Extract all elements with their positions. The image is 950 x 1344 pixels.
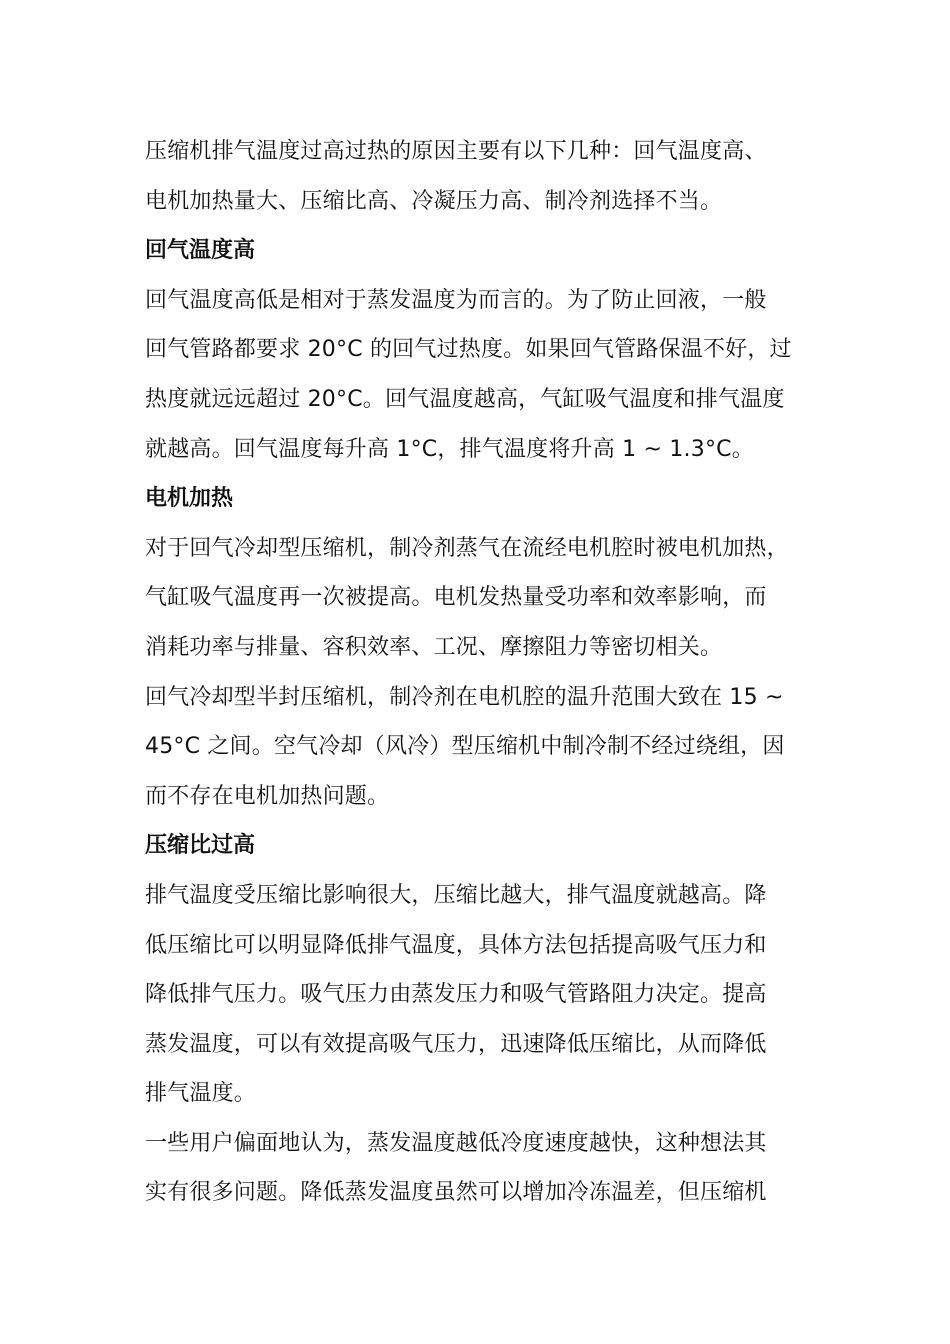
text-line: 排气温度。 [145,1081,257,1107]
text-line: 蒸发温度，可以有效提高吸气压力，迅速降低压缩比，从而降低 [145,1031,767,1057]
section-paragraph [145,871,810,1119]
section-paragraph [145,673,810,822]
text-line: 气缸吸气温度再一次被提高。电机发热量受功率和效率影响，而 [145,585,767,611]
text-line: 对于回气冷却型压缩机，制冷剂蒸气在流经电机腔时被电机加热， [145,535,789,561]
text-line: 就越高。回气温度每升高 1°C，排气温度将升高 1 ~ 1.3°C。 [145,436,754,462]
text-line: 而不存在电机加热问题。 [145,783,390,809]
text-line: 热度就远远超过 20°C。回气温度越高，气缸吸气温度和排气温度 [145,386,785,412]
section-heading-compression-ratio: 压缩比过高 [145,833,256,859]
intro-paragraph [145,127,810,226]
text-line: 消耗功率与排量、容积效率、工况、摩擦阻力等密切相关。 [145,634,723,660]
text-line: 电机加热量大、压缩比高、冷凝压力高、制冷剂选择不当。 [145,188,723,214]
text-line: 降低排气压力。吸气压力由蒸发压力和吸气管路阻力决定。提高 [145,982,767,1008]
section-paragraph [145,276,810,474]
section-paragraph [145,1119,810,1218]
section-heading-motor-heating: 电机加热 [145,486,234,512]
section-paragraph [145,524,810,673]
text-line: 低压缩比可以明显降低排气温度，具体方法包括提高吸气压力和 [145,932,767,958]
text-line: 实有很多问题。降低蒸发温度虽然可以增加冷冻温差，但压缩机 [145,1180,767,1206]
text-line: 排气温度受压缩比影响很大，压缩比越大，排气温度就越高。降 [145,882,767,908]
text-line: 回气温度高低是相对于蒸发温度为而言的。为了防止回液，一般 [145,287,767,313]
text-line: 45°C 之间。空气冷却（风冷）型压缩机中制冷制不经过绕组，因 [145,734,785,760]
text-line: 回气冷却型半封压缩机，制冷剂在电机腔的温升范围大致在 15 ~ [145,684,784,710]
document-body [145,127,810,1218]
text-line: 一些用户偏面地认为，蒸发温度越低冷度速度越快，这种想法其 [145,1130,767,1156]
section-heading-return-gas-temp: 回气温度高 [145,238,256,264]
text-line: 压缩机排气温度过高过热的原因主要有以下几种：回气温度高、 [145,139,767,164]
text-line: 回气管路都要求 20°C 的回气过热度。如果回气管路保温不好，过 [145,337,792,363]
